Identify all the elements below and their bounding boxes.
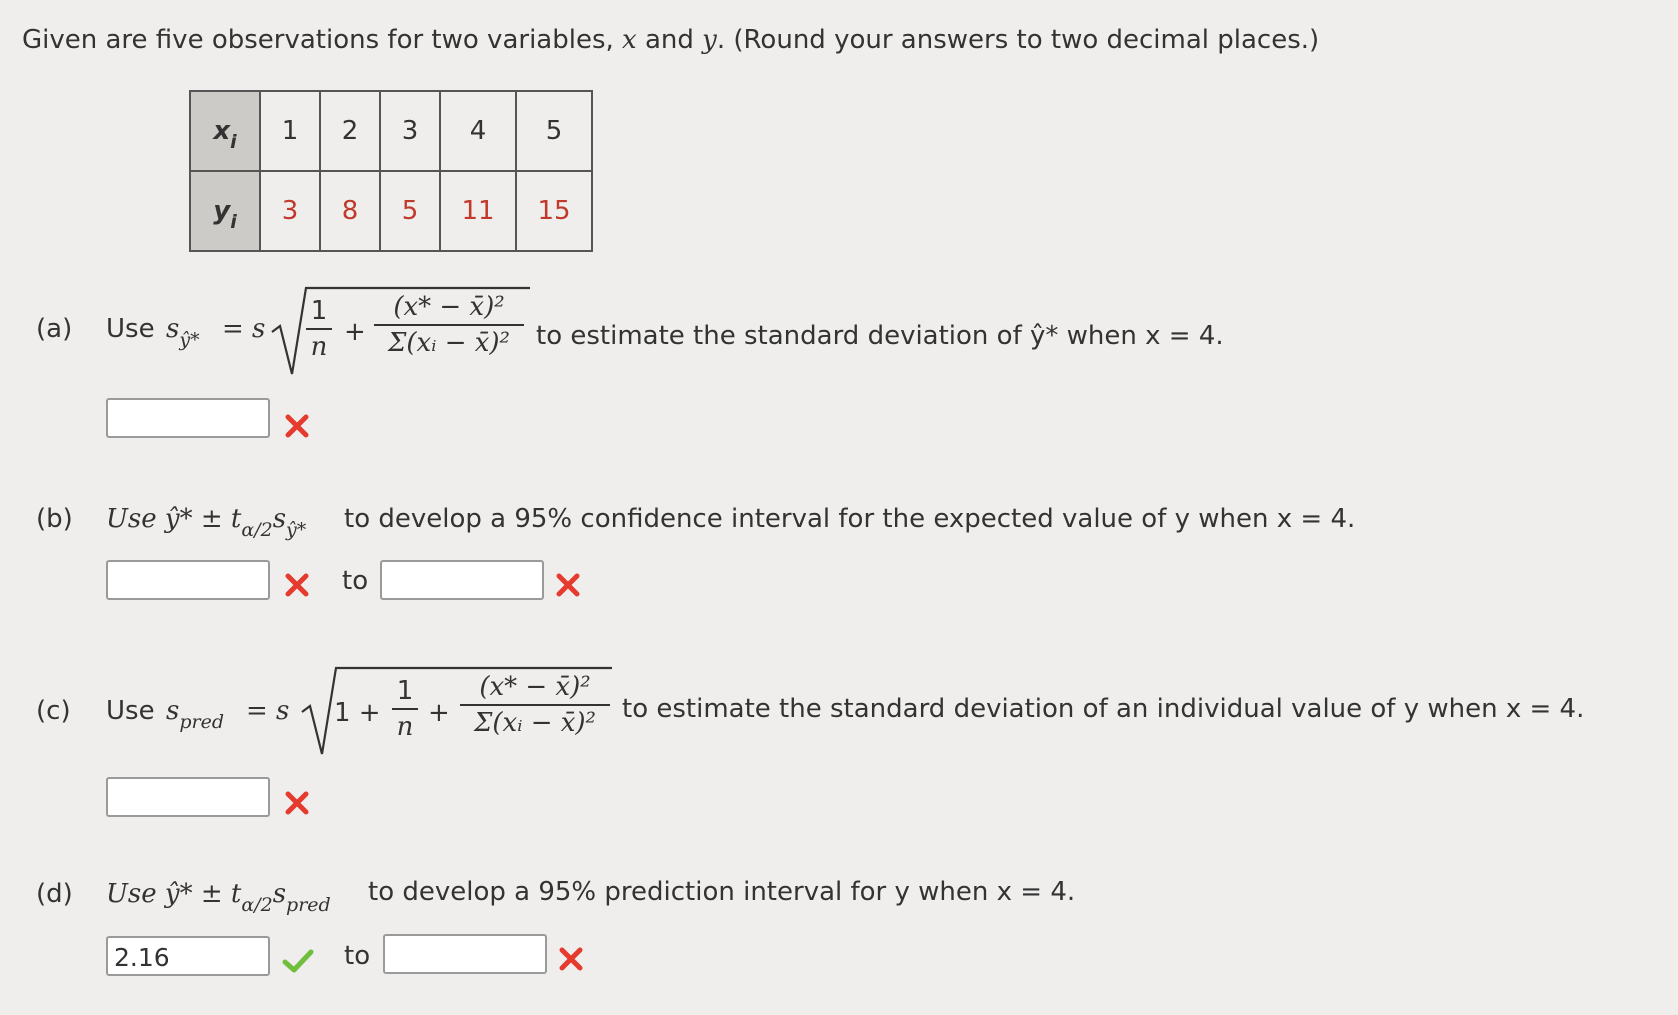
x-header: $x_i$ bbox=[190, 91, 260, 171]
part-c-suffix: to estimate the standard deviation of an individual value of y when x = 4. bbox=[622, 694, 1585, 724]
part-c-label: (c) bbox=[36, 696, 71, 726]
part-c-s: $s_{pred}$ bbox=[166, 696, 224, 733]
part-a-suffix: to estimate the standard deviation of ŷ* when x = 4. bbox=[536, 321, 1224, 351]
part-b-suffix: to develop a 95% confidence interval for the expected value of y when x = 4. bbox=[344, 504, 1356, 534]
part-b-lower-input[interactable] bbox=[106, 560, 270, 600]
x-mark-icon bbox=[284, 413, 310, 439]
x-mark-icon bbox=[558, 946, 584, 972]
part-d-suffix: to develop a 95% prediction interval for y when x = 4. bbox=[368, 877, 1076, 907]
fraction-deviation-a: (x* − x̄)² Σ(xᵢ − x̄)² bbox=[374, 292, 524, 358]
part-a-label: (a) bbox=[36, 314, 73, 344]
table-cell: 2 bbox=[320, 91, 380, 171]
part-d-lower-input[interactable]: 2.16 bbox=[106, 936, 270, 976]
part-b-formula: Use ŷ* ± $t_{\alpha/2}s_{ŷ*}$ bbox=[106, 504, 307, 541]
part-b-to: to bbox=[342, 566, 369, 596]
part-a-s: $s_{ŷ*}$ bbox=[166, 314, 200, 351]
table-cell: 15 bbox=[516, 171, 592, 251]
part-a-use: Use bbox=[106, 314, 155, 344]
data-table bbox=[189, 90, 593, 252]
x-mark-icon bbox=[555, 572, 581, 598]
table-cell: 11 bbox=[440, 171, 516, 251]
one-plus-c: 1 + bbox=[334, 698, 381, 728]
fraction-deviation-c: (x* − x̄)² Σ(xᵢ − x̄)² bbox=[460, 672, 610, 738]
part-d-upper-input[interactable] bbox=[383, 934, 547, 974]
y-header: $y_i$ bbox=[190, 171, 260, 251]
part-a-answer-input[interactable] bbox=[106, 398, 270, 438]
question-intro: Given are five observations for two variables, x and y. (Round your answers to two decimal places.) bbox=[22, 25, 1320, 55]
part-a-eq-s: = s bbox=[222, 314, 266, 344]
table-cell: 4 bbox=[440, 91, 516, 171]
table-cell: 1 bbox=[260, 91, 320, 171]
part-d-formula: Use ŷ* ± $t_{\alpha/2}s_{pred}$ bbox=[106, 879, 331, 916]
part-c-eq-s: = s bbox=[246, 696, 290, 726]
x-mark-icon bbox=[284, 790, 310, 816]
x-mark-icon bbox=[284, 572, 310, 598]
table-row-x bbox=[190, 91, 592, 171]
table-cell: 5 bbox=[380, 171, 440, 251]
table-cell: 5 bbox=[516, 91, 592, 171]
plus-sign-a: + bbox=[344, 317, 366, 347]
table-cell: 8 bbox=[320, 171, 380, 251]
table-cell: 3 bbox=[260, 171, 320, 251]
plus-sign-c: + bbox=[428, 698, 450, 728]
part-d-to: to bbox=[344, 941, 371, 971]
part-d-label: (d) bbox=[36, 879, 73, 909]
check-mark-icon bbox=[282, 948, 314, 974]
table-row-y bbox=[190, 171, 592, 251]
part-b-label: (b) bbox=[36, 504, 73, 534]
fraction-1-over-n-c: 1 n bbox=[392, 676, 418, 742]
fraction-1-over-n-a: 1 n bbox=[306, 296, 332, 362]
part-b-upper-input[interactable] bbox=[380, 560, 544, 600]
table-cell: 3 bbox=[380, 91, 440, 171]
part-c-answer-input[interactable] bbox=[106, 777, 270, 817]
part-c-use: Use bbox=[106, 696, 155, 726]
